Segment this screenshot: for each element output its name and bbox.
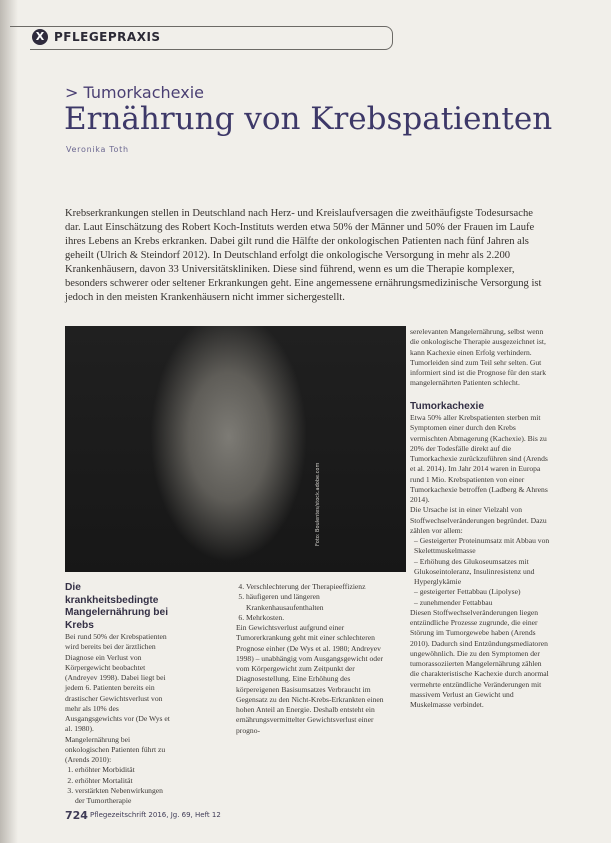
page-number: 724 bbox=[65, 809, 88, 822]
list-item: – Gesteigerter Proteinumsatz mit Abbau von Skelettmuskelmasse bbox=[414, 536, 550, 556]
list-item: – zunehmender Fettabbau bbox=[414, 597, 493, 607]
column-2-paragraph-1: Ein Gewichtsverlust aufgrund einer Tumorerkrankung geht mit einer schlechteren Prognose einher (De Wys et al. 1980; Andreyev 1998) – unabhängig vom Ausgangsgewicht oder vom Körpergewicht zum Zeitpunkt der Diagnosestellung. Eine Erhöhung des körpereigenen Basisumsatzes Verbraucht im Gegensatz zu den Nicht-Krebs-Erkrankten einen hohen Anteil an Energie. Deshalb entsteht ein ernährungsvermittelter Gewichtsverlust einer progno- bbox=[236, 623, 384, 735]
scan-edge-shadow bbox=[0, 0, 18, 843]
column-2 bbox=[236, 582, 393, 736]
list-item: 6. Mehrkosten. bbox=[246, 613, 393, 623]
column-1-paragraph-1: Bei rund 50% der Krebspatienten wird bereits bei der ärztlichen Diagnose ein Verlust von Körpergewicht beobachtet (Andreyev 1998). Dabei liegt bei jedem 6. Patienten bereits ein drastischer Gewichtsverlust von mehr als 10% des Ausgangsgewichts vor (De Wys et al. 1980). bbox=[65, 632, 170, 734]
column-3-paragraph-4: Diesen Stoffwechselveränderungen liegen entzündliche Prozesse zugrunde, die einer Störung im Tumorgewebe haben (Arends 2010). Dadurch sind Entzündungsmediatoren ungewöhnlich. Die zu den Symptomen der tumorassoziierten Mangelernährung zählen die charakteristische Kachexie durch anormal vermehrte entzündliche Veränderungen mit massivem Verlust an Gewicht und Muskelmasse verbindet. bbox=[410, 607, 549, 709]
article-author: Veronika Toth bbox=[66, 145, 129, 154]
column-3-paragraph-2: Etwa 50% aller Krebspatienten sterben mit Symptomen einer durch den Krebs vermischten Abmagerung (Kachexie). Bis zu 20% der Todesfälle direkt auf die Tumorkachexie zurückzuführen sind (Arends et al. 2014). Im Jahr 2014 waren in Europa rund 1 Mio. Krebspatienten von einer Tumorkachexie betroffen (Ladberg & Ahrens 2014). bbox=[410, 413, 548, 504]
column-3 bbox=[410, 327, 551, 710]
column-1 bbox=[65, 582, 173, 806]
list-item: – gesteigerter Fettabbau (Lipolyse) bbox=[414, 587, 521, 597]
lead-paragraph: Krebserkrankungen stellen in Deutschland nach Herz- und Kreislaufversagen die zweithäufigste Todesursache dar. Laut Einschätzung des Robert Koch-Instituts werden etwa 50% der Männer und 50% der Frauen im Laufe ihres Lebens an Krebs erkranken. Dabei gilt rund die Hälfte der onkologischen Patienten nach fünf Jahren als geheilt (Ulrich & Steindorf 2012). In Deutschland erfolgt die onkologische Versorgung in mehr als 2.200 Krankenhäusern, davon 33 Universitätskliniken. Diese sind führend, wenn es um die Therapie komplexer, besonders schwerer oder seltener Erkrankungen geht. Eine angemessene ernährungsmedizinische Versorgung ist jedoch in den meisten Krankenhäusern nicht immer sichergestellt. bbox=[65, 208, 542, 303]
section-label: PFLEGEPRAXIS bbox=[54, 30, 161, 44]
list-item: 1. erhöhter Morbidität bbox=[75, 765, 173, 775]
column-1-list bbox=[65, 765, 173, 806]
column-2-list bbox=[236, 582, 393, 623]
article-photo bbox=[65, 326, 406, 572]
journal-citation: Pflegezeitschrift 2016, Jg. 69, Heft 12 bbox=[90, 811, 221, 819]
column-1-heading: Die krankheitsbedingte Mangelernährung bei Krebs bbox=[65, 582, 169, 631]
article-lead bbox=[65, 207, 551, 305]
photo-credit: Foto: Boulentes/stock.adobe.com bbox=[314, 462, 321, 546]
column-3-paragraph-1: serelevanten Mangelernährung, selbst wenn die onkologische Therapie ausgezeichnet ist, kann Kachexie einen Erfolg verhindern. Tumorleiden sind zum Teil sehr selten. Gut informiert sind ist die Prognose für den stark mangelernährten Patienten schlecht. bbox=[410, 327, 547, 388]
article-title: Ernährung von Krebspatienten bbox=[64, 101, 553, 137]
article-kicker: > Tumorkachexie bbox=[65, 83, 204, 102]
list-item: 3. verstärkten Nebenwirkungen der Tumortherapie bbox=[75, 786, 173, 807]
column-3-list bbox=[410, 536, 551, 608]
column-3-heading: Tumorkachexie bbox=[410, 400, 484, 412]
column-1-paragraph-2: Mangelernährung bei onkologischen Patienten führt zu (Arends 2010): bbox=[65, 734, 166, 764]
list-item: 2. erhöhter Mortalität bbox=[75, 776, 173, 786]
list-item: 5. häufigeren und längeren Krankenhausaufenthalten bbox=[246, 592, 393, 613]
section-badge-icon: X bbox=[32, 29, 48, 45]
column-3-paragraph-3: Die Ursache ist in einer Vielzahl von Stoffwechselveränderungen begründet. Dazu zählen vor allem: bbox=[410, 505, 547, 535]
list-item: – Erhöhung des Glukoseumsatzes mit Glukoseintoleranz, Insulinresistenz und Hyperglykämie bbox=[414, 556, 535, 586]
list-item: 4. Verschlechterung der Therapieeffizienz bbox=[246, 582, 393, 592]
